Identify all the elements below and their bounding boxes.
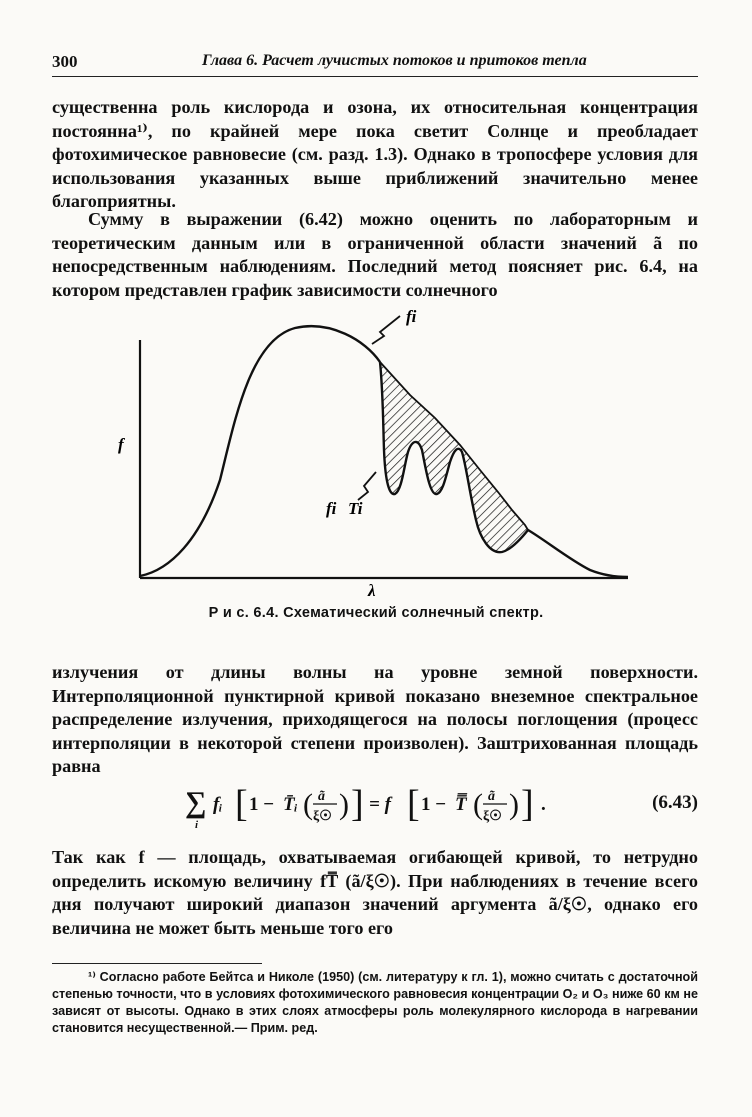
- frac-num-1: ã: [318, 789, 325, 804]
- footnote: ¹⁾ Согласно работе Бейтса и Николе (1950) (см. литературу к гл. 1), можно считать с достаточной степенью точности, что в условиях фотохимического равновесия концентрации O₂ и O₃ ниже 60 км не зависят от высоты. Однако в этих слоях атмосферы роль молекулярного кислорода в нагревании становится несущественной.— Прим. ред.: [52, 970, 698, 1035]
- label-mid-Ti: Ti: [348, 499, 363, 518]
- paren-left-1: (: [303, 788, 313, 821]
- page-number: 300: [52, 52, 78, 71]
- bracket-right-2: ]: [521, 783, 534, 825]
- paren-left-2: (: [473, 788, 483, 821]
- figure-caption: Р и с. 6.4. Схематический солнечный спектр.: [208, 605, 544, 621]
- envelope-curve: [140, 326, 380, 576]
- label-top-fi: fi: [406, 307, 417, 326]
- sum-sign: ∑: [185, 786, 207, 819]
- paragraph-4: Так как f — площадь, охватываемая огибающей кривой, то нетрудно определить искомую величину fT̿ (ã/ξ☉). При наблюдениях в течение всего дня получают широкий диапазон значений аргумента ã/ξ☉, однако его величина не может быть меньше того его: [52, 847, 698, 938]
- one-minus-2: 1 −: [421, 794, 447, 815]
- y-axis-label: f: [118, 435, 124, 454]
- pointer-mid: [358, 472, 376, 500]
- formula-6-43: [185, 778, 698, 832]
- sum-index: i: [195, 819, 199, 831]
- bracket-right-1: ]: [351, 783, 364, 825]
- running-title: Глава 6. Расчет лучистых потоков и притоков тепла: [202, 52, 587, 69]
- paren-right-1: ): [339, 788, 349, 821]
- label-mid-fi: fi: [326, 499, 337, 518]
- bracket-left-1: [: [235, 783, 248, 825]
- running-header: [52, 50, 698, 77]
- solar-spectrum-figure: [110, 300, 640, 600]
- one-minus-1: 1 −: [249, 794, 275, 815]
- paragraph-2: Сумму в выражении (6.42) можно оценить по лабораторным и теоретическим данным или в ограниченной области значений ã по непосредственным наблюдениям. Последний метод поясняет рис. 6.4, на котором представлен график зависимости солнечного: [52, 209, 698, 300]
- frac-den-1: ξ☉: [313, 809, 332, 824]
- paren-right-2: ): [509, 788, 519, 821]
- footnote-rule: [52, 963, 262, 964]
- T-i: T̄ᵢ: [283, 794, 298, 815]
- hatched-absorption-area: [380, 362, 528, 552]
- x-axis-label: λ: [368, 581, 376, 600]
- formula-period: .: [541, 794, 546, 815]
- frac-den-2: ξ☉: [483, 809, 502, 824]
- pointer-top: [372, 316, 400, 344]
- bracket-left-2: [: [407, 783, 420, 825]
- f-i: fᵢ: [213, 794, 223, 815]
- frac-num-2: ã: [488, 789, 495, 804]
- paragraph-3: излучения от длины волны на уровне земной поверхности. Интерполяционной пунктирной кривой показано внеземное спектральное распределение излучения, приходящегося на полосы поглощения (процесс интерполяции в некоторой степени произволен). Заштрихованная площадь равна: [52, 662, 698, 776]
- equation-number: (6.43): [652, 792, 698, 813]
- formula-body: [185, 778, 585, 832]
- equals-f: = f: [369, 794, 391, 815]
- T-double-bar: T̿: [455, 794, 467, 815]
- paragraph-1: существенна роль кислорода и озона, их относительная концентрация постоянна¹⁾, по крайней мере пока светит Солнце и преобладает фотохимическое равновесие (см. разд. 1.3). Однако в тропосфере условия для использования указанных выше приближений значительно менее благоприятны.: [52, 97, 698, 211]
